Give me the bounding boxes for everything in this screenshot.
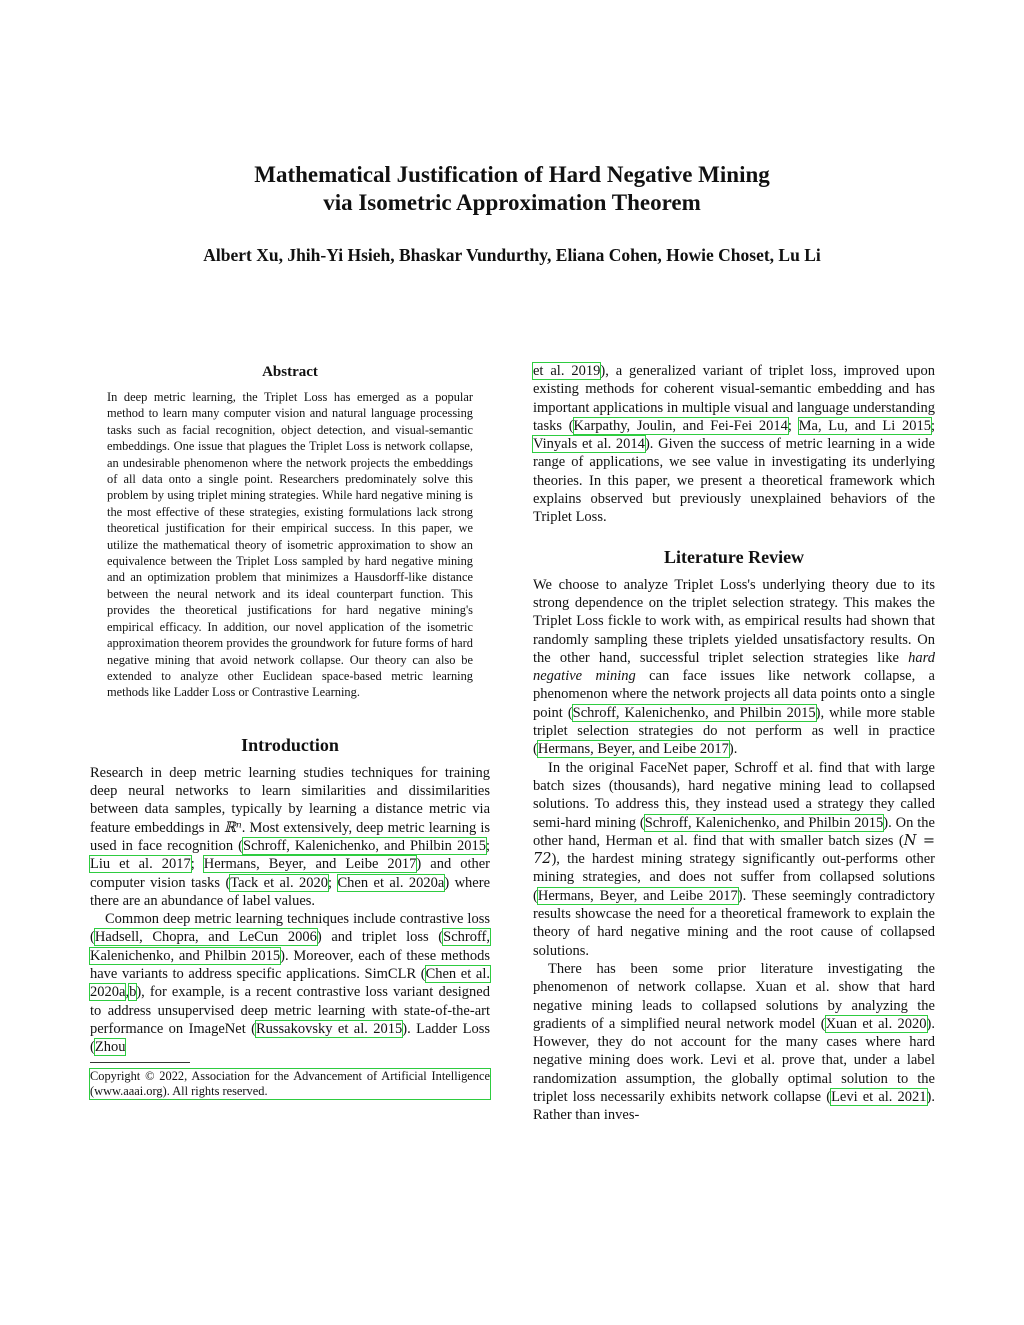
paper-title-line-2: via Isometric Approximation Theorem [323,190,701,215]
text-run: ), the hardest mining strategy significantly out-performs other mining strategies, and does not suffer from collapsed solutions ( [533,851,935,904]
abstract-text: In deep metric learning, the Triplet Loss has emerged as a popular method to learn many computer vision and natural language processing tasks such as facial recognition, object detection, and visual-semantic embeddings. One issue that plagues the Triplet Loss is network collapse, an undesirable phenomenon where the network projects the embeddings of all data onto a single point. Researchers predominately solve this problem by using triplet mining strategies. While hard negative mining is the most effective of these strategies, existing formulations lack strong theoretical justification for their empirical success. In this paper, we utilize the mathematical theory of isometric approximation to show an equivalence between the Triplet Loss sampled by hard negative mining and an optimization problem that minimizes a Hausdorff-like distance between the neural network and its ideal counterpart function. This provides the theoretical justifications for hard negative mining's empirical efficacy. In addition, our novel application of the isometric approximation theorem provides the groundwork for future forms of hard negative mining that avoid network collapse. Our theory can also be extended to analyze other Euclidean space-based metric learning methods like Ladder Loss or Contrastive Learning. [107,390,473,700]
text-run: ) and other computer vision tasks ( [90,856,491,891]
text-run: ). Given the success of metric learning in a wide range of applications, we see value in investigating its underlying theories. In this paper, we present a theoretical framework which explains observed but previously unexplained behaviors of the Triplet Loss. [533,436,935,526]
text-run: ) and triplet loss ( [316,929,444,946]
citation-link[interactable]: b [129,984,137,1001]
citation-link[interactable]: Chen et al. 2020a [337,874,445,891]
citation-link[interactable]: Schroff, Kalenichenko, and Philbin 2015 [644,814,884,831]
citation-link[interactable]: Zhou [94,1039,126,1056]
intro-paragraph-continued [533,362,935,527]
citation-link[interactable]: Tack et al. 2020 [230,874,329,891]
abstract-heading: Abstract [262,364,318,380]
text-run: ), for example, is a recent contrastive loss variant designed to address unsupervised deep metric learning with state-of-the-art performance on ImageNet ( [90,984,490,1037]
text-run: ). Moreover, each of these methods have variants to address specific applications. SimCLR ( [90,947,491,982]
text-run: . Most extensively, deep metric learning is used in face recognition ( [90,819,491,854]
text-run: Common deep metric learning techniques include contrastive loss ( [90,911,490,946]
lit-paragraph-1 [533,576,935,759]
text-run: ). However, they do not account for the many cases where hard negative mining does work. Levi et al. prove that, under a label randomization assumption, the globally optimal solution to the triplet loss necessarily exhibits network collapse ( [533,1015,935,1105]
literature-review-heading: Literature Review [663,546,805,567]
text-run: ), a generalized variant of triplet loss, improved upon existing methods for coherent visual-semantic embedding and has important applications in multiple visual and language understanding tasks ( [533,363,935,434]
citation-link[interactable]: Vinyals et al. 2014 [533,436,645,453]
text-run: There has been some prior literature investigating the phenomenon of network collapse. Xuan et al. show that hard negative mining leads to collapsed solutions by analyzing the gradients of a simplified neural network model ( [533,960,935,1032]
intro-paragraph-1 [90,764,490,910]
text-run: ). Rather than inves- [533,1088,935,1124]
citation-link[interactable]: Liu et al. 2017 [90,856,191,873]
copyright-footnote[interactable]: Copyright © 2022, Association for the Advancement of Artificial Intelligence (www.aaai.org). All rights reserved. [90,1069,490,1099]
citation-link[interactable]: Schroff, Kalenichenko, and Philbin 2015 [90,929,490,964]
text-run: ; [190,856,204,873]
lit-paragraph-3 [533,960,935,1125]
introduction-heading: Introduction [241,734,339,755]
text-run: ; [485,837,490,854]
text-run: ). Ladder Loss ( [90,1020,490,1056]
citation-link[interactable]: Hermans, Beyer, and Leibe 2017 [537,887,738,904]
citation-link[interactable]: Hadsell, Chopra, and LeCun 2006 [94,929,317,946]
citation-link[interactable]: Hermans, Beyer, and Leibe 2017 [537,741,729,758]
citation-link[interactable]: Levi et al. 2021 [831,1088,927,1105]
text-run: ). These seemingly contradictory results showcase the need for a theoretical framework to explain the theory of hard negative mining and the root cause of collapsed solutions. [533,887,936,959]
intro-paragraph-2 [90,910,490,1056]
text-run: ) where there are an abundance of label values. [90,874,491,909]
text-run: ). [728,741,738,758]
math-batch-size: N = 72 [533,832,935,868]
text-run: Research in deep metric learning studies techniques for training deep neural networks to learn similarities and dissimilarities between data samples, typically by learning a distance metric via feature embeddings in [90,764,490,836]
paper-title-line-1: Mathematical Justification of Hard Negative Mining [254,162,770,187]
text-run: ). On the other hand, Herman et al. find that with smaller batch sizes ( [533,814,935,849]
citation-link[interactable]: et al. 2019 [533,363,601,379]
text-run: In the original FaceNet paper, Schroff et al. find that with large batch sizes (thousands), hard negative mining lead to collapsed solutions. To address this, they instead used a strategy they called semi-hard mining ( [533,759,935,831]
math-real-space: ℝⁿ [223,819,242,836]
text-run: , [125,984,130,1001]
citation-link[interactable]: Hermans, Beyer, and Leibe 2017 [203,856,417,873]
text-run: We choose to analyze Triplet Loss's underlying theory due to its strong dependence on the triplet selection strategy. This makes the Triplet Loss fickle to work with, as empirical results had shown that randomly sampling these triplets yielded unsatisfactory results. On the other hand, successful triplet selection strategies like [533,576,935,666]
footnote-rule [90,1062,190,1063]
citation-link[interactable]: Schroff, Kalenichenko, and Philbin 2015 [243,837,486,854]
text-run: ; [328,874,338,891]
left-column [90,364,490,1099]
text-run: ), while more stable triplet selection strategies do not perform as well in practice ( [533,704,935,758]
text-run: ; [787,417,799,434]
citation-link[interactable]: Schroff, Kalenichenko, and Philbin 2015 [572,704,816,721]
author-list: Albert Xu, Jhih-Yi Hsieh, Bhaskar Vundurthy, Eliana Cohen, Howie Choset, Lu Li [203,245,821,265]
right-column [533,362,935,1125]
emphasis-text: hard negative mining [533,649,935,685]
citation-link[interactable]: Karpathy, Joulin, and Fei-Fei 2014 [573,417,788,434]
text-run: can face issues like network collapse, a phenomenon where the network projects all data points onto a single point ( [533,668,935,721]
citation-link[interactable]: Russakovsky et al. 2015 [255,1020,403,1037]
citation-link[interactable]: Chen et al. 2020a [90,965,490,1001]
citation-link[interactable]: Xuan et al. 2020 [825,1015,927,1032]
citation-link[interactable]: Ma, Lu, and Li 2015 [798,417,931,434]
text-run: ; [930,417,935,434]
paper-title [0,161,1024,217]
lit-paragraph-2 [533,759,935,960]
